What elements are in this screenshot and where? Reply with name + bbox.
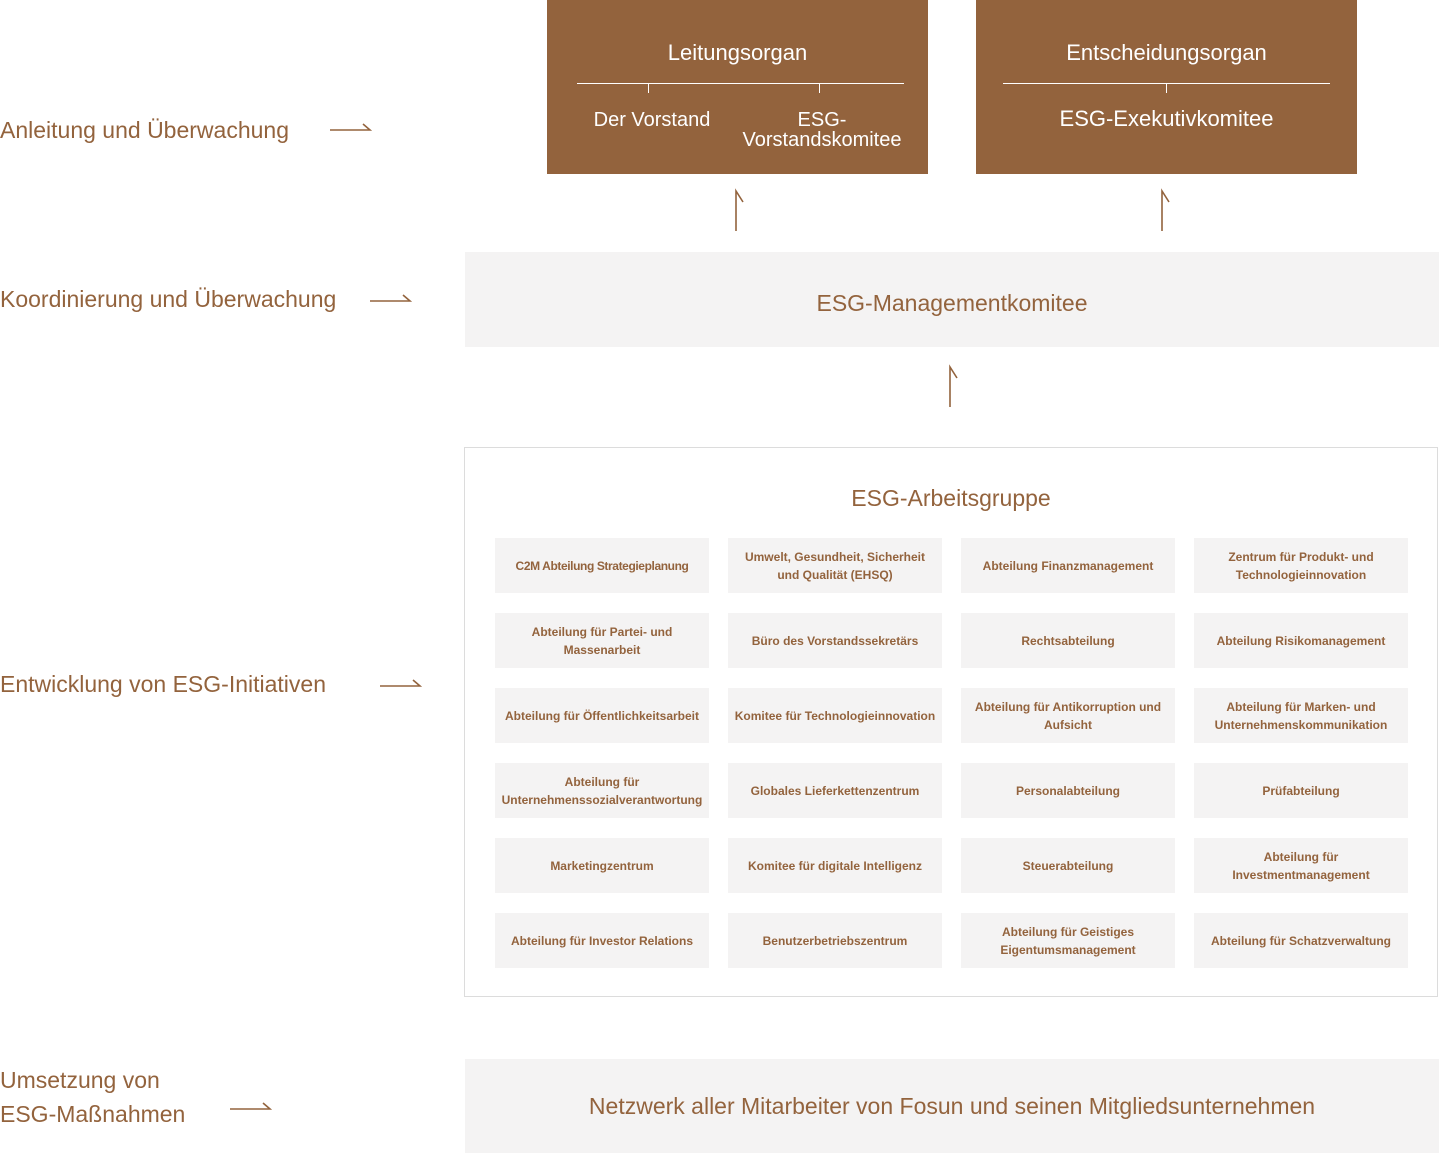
department-cell: Globales Lieferkettenzentrum	[728, 763, 942, 818]
divider-tick	[648, 84, 649, 93]
department-cell: Abteilung für Unternehmenssozialverantwortung	[495, 763, 709, 818]
department-cell: Komitee für digitale Intelligenz	[728, 838, 942, 893]
department-cell: Büro des Vorstandssekretärs	[728, 613, 942, 668]
department-cell: C2M Abteilung Strategieplanung	[495, 538, 709, 593]
department-cell: Personalabteilung	[961, 763, 1175, 818]
stage-label-implementation-line1: Umsetzung von	[0, 1067, 160, 1093]
right-arrow-icon	[330, 123, 372, 135]
department-cell: Marketingzentrum	[495, 838, 709, 893]
management-committee-title: ESG-Managementkomitee	[816, 290, 1088, 316]
department-cell: Komitee für Technologieinnovation	[728, 688, 942, 743]
department-cell: Abteilung für Partei- und Massenarbeit	[495, 613, 709, 668]
governing-body-title: Leitungsorgan	[667, 40, 808, 65]
department-cell: Abteilung für Investor Relations	[495, 913, 709, 968]
department-cell: Prüfabteilung	[1194, 763, 1408, 818]
department-cell: Abteilung für Antikorruption und Aufsicht	[961, 688, 1175, 743]
up-arrow-icon	[730, 188, 748, 232]
stage-label-implementation-line2: ESG-Maßnahmen	[0, 1101, 186, 1127]
working-group-title: ESG-Arbeitsgruppe	[851, 485, 1051, 511]
department-cell: Abteilung Finanzmanagement	[961, 538, 1175, 593]
stage-label-development: Entwicklung von ESG-Initiativen	[0, 671, 326, 697]
divider-tick	[1166, 84, 1167, 93]
decision-body-box	[976, 0, 1357, 174]
department-cell: Abteilung für Schatzverwaltung	[1194, 913, 1408, 968]
right-arrow-icon	[380, 679, 422, 691]
department-cell: Abteilung für Investmentmanagement	[1194, 838, 1408, 893]
up-arrow-icon	[1156, 188, 1174, 232]
decision-body-title: Entscheidungsorgan	[1066, 40, 1267, 65]
management-committee-band	[465, 252, 1439, 347]
department-cell: Abteilung Risikomanagement	[1194, 613, 1408, 668]
stage-label-coordination: Koordinierung und Überwachung	[0, 286, 337, 312]
department-cell: Abteilung für Geistiges Eigentumsmanagement	[961, 913, 1175, 968]
working-group-units-grid	[495, 538, 1408, 968]
governing-body-box	[547, 0, 928, 174]
employee-network-title: Netzwerk aller Mitarbeiter von Fosun und seinen Mitgliedsunternehmen	[588, 1093, 1316, 1119]
department-cell: Abteilung für Marken- und Unternehmenskommunikation	[1194, 688, 1408, 743]
divider-tick	[819, 84, 820, 93]
board-of-directors-label: Der Vorstand	[593, 109, 711, 131]
up-arrow-icon	[944, 364, 962, 408]
department-cell: Rechtsabteilung	[961, 613, 1175, 668]
department-cell: Benutzerbetriebszentrum	[728, 913, 942, 968]
divider-line	[577, 83, 904, 84]
employee-network-band	[465, 1059, 1439, 1153]
department-cell: Umwelt, Gesundheit, Sicherheit und Qualität (EHSQ)	[728, 538, 942, 593]
department-cell: Abteilung für Öffentlichkeitsarbeit	[495, 688, 709, 743]
stage-label-guidance: Anleitung und Überwachung	[0, 117, 289, 143]
esg-executive-committee-label: ESG-Exekutivkomitee	[1059, 106, 1274, 131]
department-cell: Steuerabteilung	[961, 838, 1175, 893]
right-arrow-icon	[370, 294, 412, 306]
esg-board-committee-label: ESG- Vorstandskomitee	[742, 109, 902, 151]
right-arrow-icon	[230, 1102, 272, 1114]
department-cell: Zentrum für Produkt- und Technologieinnovation	[1194, 538, 1408, 593]
esg-working-group-frame	[464, 447, 1438, 997]
